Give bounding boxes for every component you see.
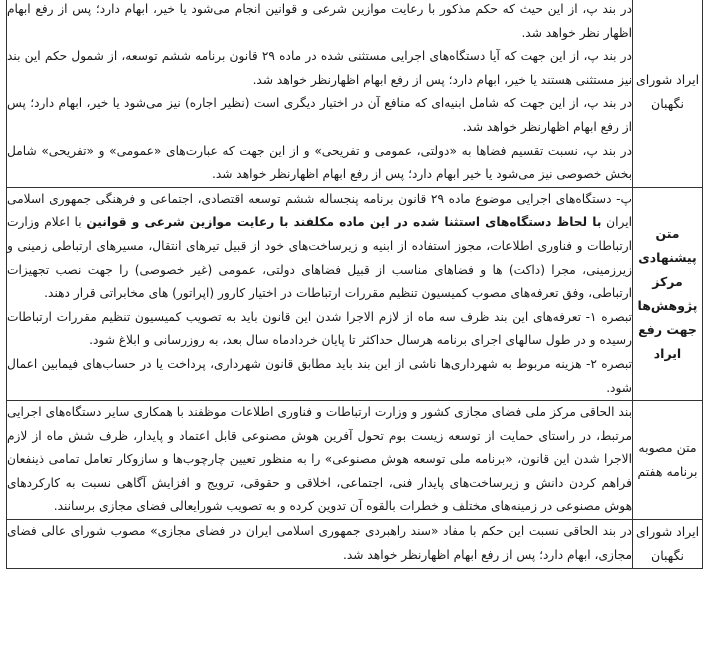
row-label: متن مصوبه برنامه هفتم — [637, 440, 698, 480]
table-row — [7, 0, 703, 187]
comparison-table — [6, 0, 703, 569]
highlighted-amendment: با لحاظ دستگاه‌های استثنا شده در این ماده مکلفند با رعایت موازین شرعی و قوانین — [86, 215, 602, 230]
table-row — [7, 401, 703, 520]
row-content-cell — [7, 401, 633, 520]
note-paragraph: تبصره ۲- هزینه مربوط به شهرداری‌ها ناشی از این بند باید مطابق قانون شهرداری، پرداخت یا در حساب‌های فیمابین اعمال شود. — [7, 356, 633, 395]
row-label-cell — [633, 187, 703, 400]
paragraph: در بند پ، از این جهت که آیا دستگاه‌های اجرایی مستثنی شده در ماده ۲۹ قانون برنامه ششم توسعه، از شمول حکم این بند نیز مستثنی هستند یا خیر، ابهام دارد؛ پس از رفع ابهام اظهارنظر خواهد شد. — [7, 49, 632, 87]
row-label: متن پیشنهادی مرکز پژوهش‌ها جهت رفع ایراد — [637, 225, 698, 361]
paragraph: در بند پ، نسبت تقسیم فضاها به «دولتی، عمومی و تفریحی» و از این جهت که عبارت‌های «عمومی» و «تفریحی» شامل بخش خصوصی نیز می‌شود یا خیر ابهام دارد؛ پس از رفع ابهام اظهارنظر خواهد شد. — [7, 143, 632, 182]
row-content-cell — [7, 0, 633, 187]
row-label: ایراد شورای نگهبان — [635, 524, 700, 564]
note-paragraph: تبصره ۱- تعرفه‌های این بند ظرف سه ماه از لازم الاجرا شدن این قانون باید به تصویب کمیسیون تنظیم مقررات ارتباطات رسیده و در طول سالهای اجرای برنامه هرسال حداکثر تا پایان خردادماه سال بعد، به روزرسانی و ابلاغ شود. — [7, 309, 632, 348]
row-content-cell — [7, 187, 633, 400]
row-label-cell — [633, 520, 703, 569]
paragraph: در بند پ، از این جهت که شامل ابنیه‌ای که منافع آن در اختیار دیگری است (نظیر اجاره) نیز می‌شود یا خیر، ابهام دارد؛ پس از رفع ابهام اظهارنظر خواهد شد. — [7, 96, 632, 134]
row-content-cell — [7, 520, 633, 569]
row-label: ایراد شورای نگهبان — [635, 72, 700, 112]
paragraph-text: پ- دستگاه‌های اجرایی موضوع ماده ۲۹ قانون برنامه پنجساله ششم توسعه اقتصادی، اجتماعی و فرهنگی جمهوری اسلامی ایران — [7, 191, 632, 230]
table-row — [7, 187, 703, 400]
paragraph: در بند الحاقی نسبت این حکم با مفاد «سند راهبردی جمهوری اسلامی ایران در فضای مجازی» مصوب شورای عالی فضای مجازی، ابهام دارد؛ پس از رفع ابهام اظهارنظر خواهد شد. — [7, 524, 632, 563]
row-label-cell — [633, 0, 703, 187]
paragraph: بند الحاقی مرکز ملی فضای مجازی کشور و وزارت ارتباطات و فناوری اطلاعات موظفند با همکاری سایر دستگاه‌های اجرایی مرتبط، در راستای حمایت از توسعه زیست بوم تحول آفرین هوش مصنوعی قابل اعتماد و پایدار، ظرف شش ماه از لازم الاجرا شدن این قانون، «برنامه ملی توسعه هوش مصنوعی» را به منظور تعیین چارچوب‌ها و سازوکار تعامل تمامی ذینفعان فراهم کردن دانش و زیرساخت‌های پایدار فنی، اجتماعی، اخلاقی و حقوقی، ترویج و افزایش آگاهی نسبت به کارکردهای هوش مصنوعی در زمینه‌های مختلف و خطرات بالقوه آن تدوین کرده و به تصویب شورایعالی فضای مجازی برسانند. — [7, 405, 632, 514]
table-row — [7, 520, 703, 569]
paragraph — [7, 188, 632, 306]
paragraph: در بند پ، از این حیث که حکم مذکور با رعایت موازین شرعی و قوانین انجام می‌شود یا خیر، ابهام دارد؛ پس از رفع ابهام اظهار نظر خواهد شد. — [7, 2, 632, 40]
paragraph-text: با اعلام وزارت ارتباطات و فناوری اطلاعات، مجوز استفاده از ابنیه و زیرساخت‌های خود از قبیل تیرهای انتقال، مسیرهای ارتباطی زمینی و زیرزمینی، مجرا (داکت) ها و فضاهای مناسب از قبیل فضاهای دولتی، عمومی (غیر خصوصی) را جهت نصب تجهیزات ارتباطی، وفق تعرفه‌های مصوب کمیسیون تنظیم مقررات ارتباطات در اختیار کارور (اپراتور) های مخابراتی قرار دهند. — [7, 215, 632, 301]
row-label-cell — [633, 401, 703, 520]
